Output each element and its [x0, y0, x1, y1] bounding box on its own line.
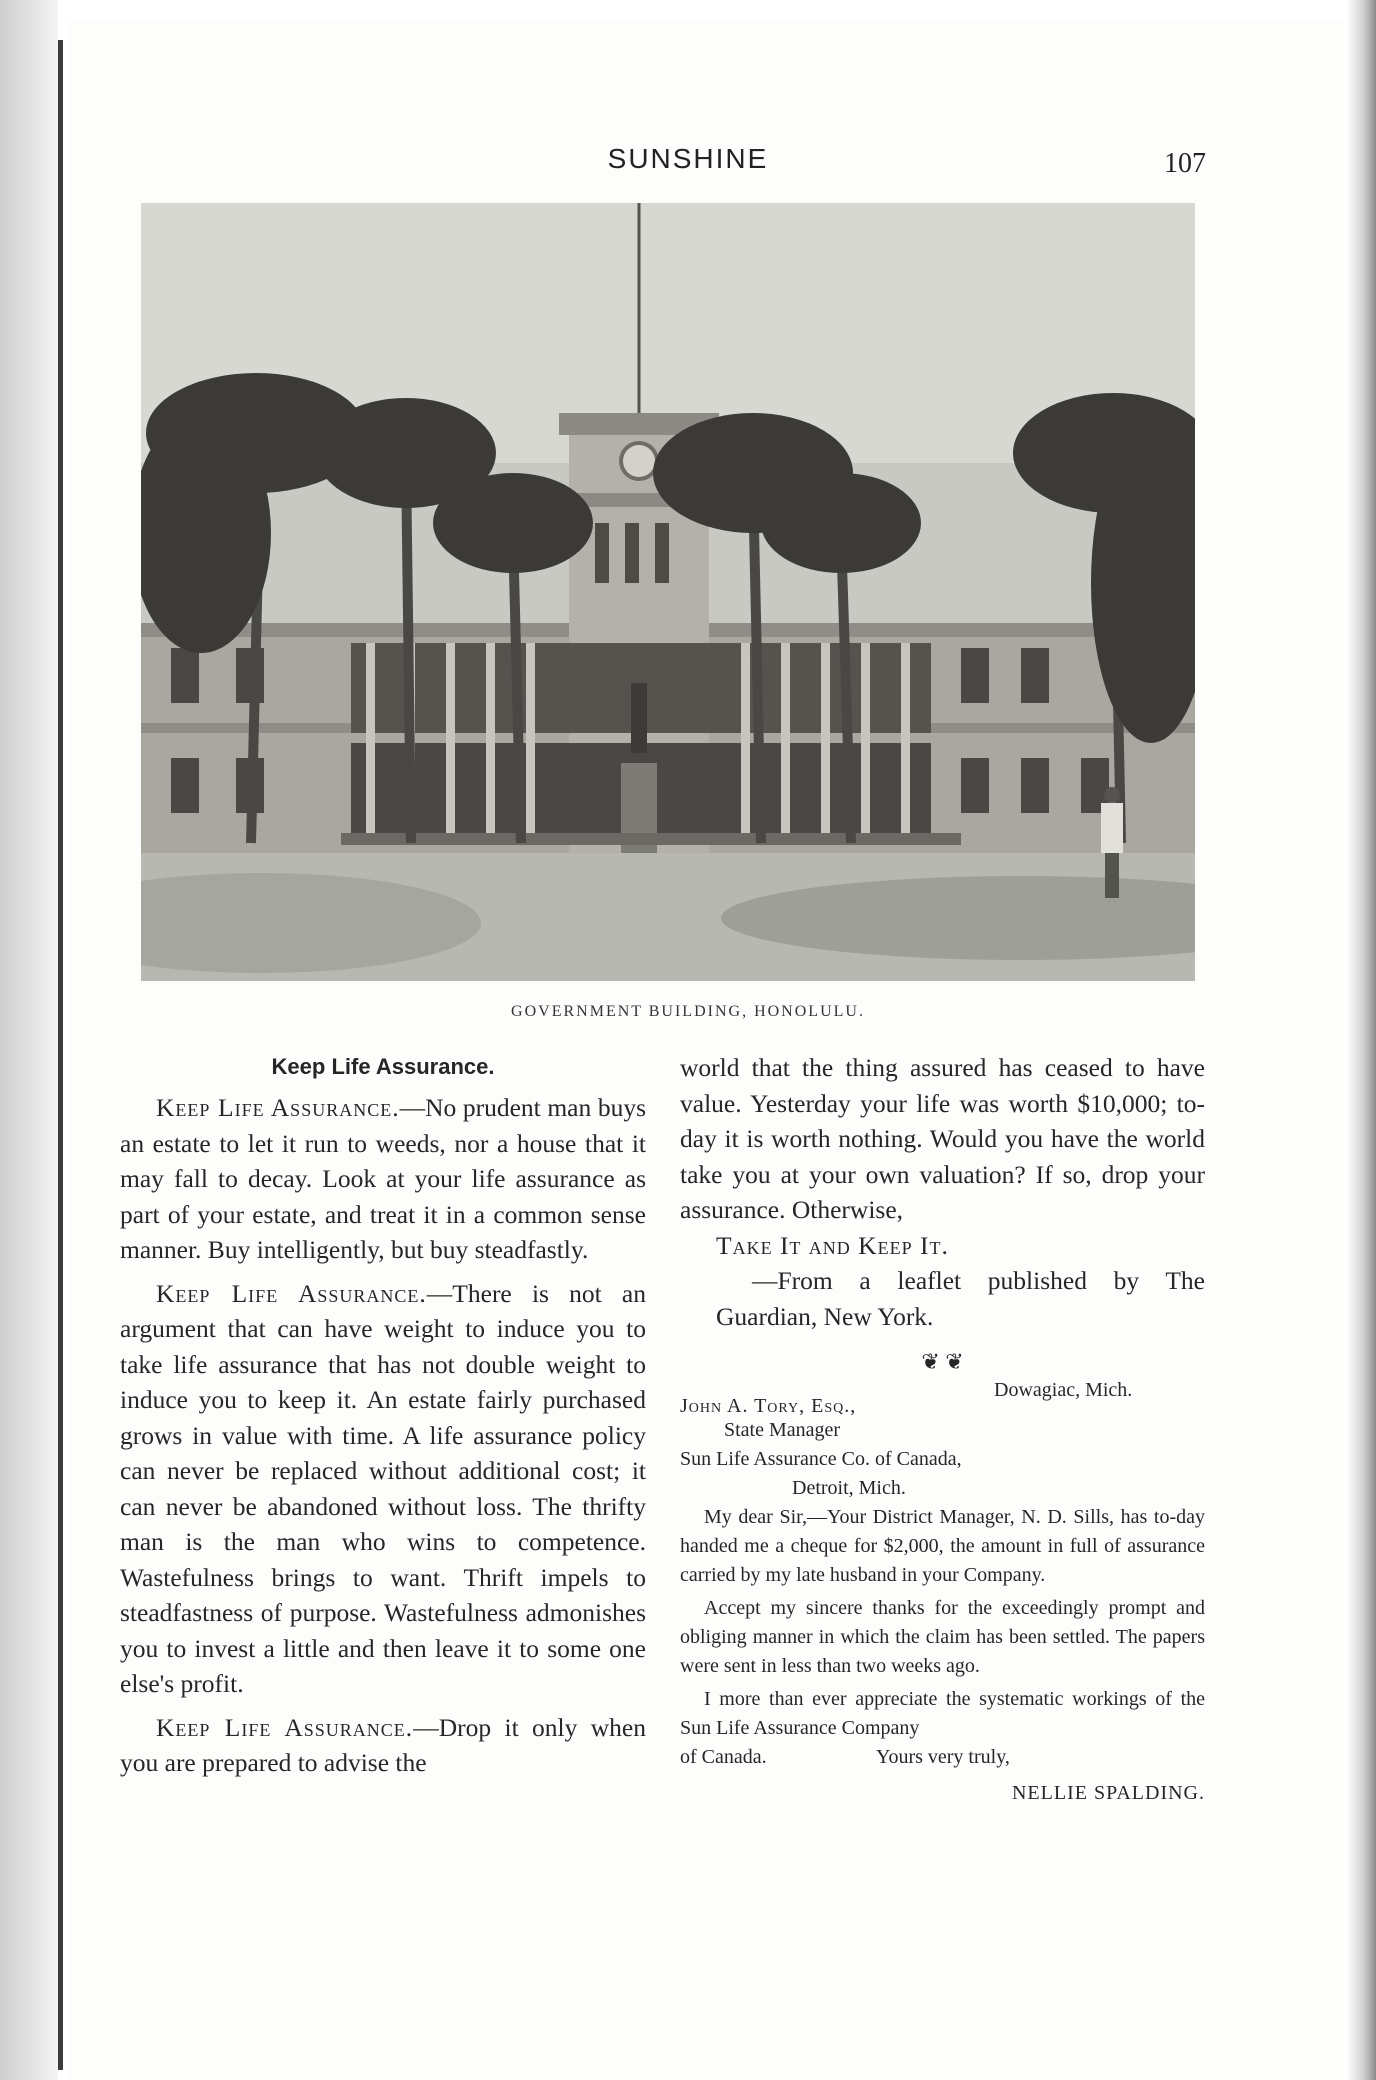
binding-edge [58, 40, 63, 2070]
photo-caption: GOVERNMENT BUILDING, HONOLULU. [511, 1003, 865, 1020]
letter-city: Detroit, Mich. [792, 1477, 906, 1499]
paragraph-3-kicker: Keep Life Assurance. [156, 1712, 414, 1742]
letter-closing-left: of Canada. [680, 1746, 767, 1768]
letter-paragraph-3: I more than ever appreciate the systematic workings of the Sun Life Assurance Company [680, 1688, 1205, 1739]
paragraph-2-kicker: Keep Life Assurance. [156, 1278, 427, 1308]
letter [680, 1379, 1205, 1808]
paragraph-1-kicker: Keep Life Assurance. [156, 1093, 400, 1122]
letter-paragraph-1: My dear Sir,—Your District Manager, N. D. Sills, has to-day handed me a cheque for $2,000, the amount in full of assurance carried by my late husband in your Company. [680, 1506, 1205, 1586]
running-head: SUNSHINE [607, 143, 769, 174]
paragraph-3-continued: world that the thing assured has ceased to have value. Yesterday your life was worth $10,000; to-day it is worth nothing. Would you have the world take you at your own valuation? If so, drop your assurance. Otherwise, [680, 1053, 1205, 1224]
left-column [120, 1050, 646, 1781]
letter-closing [680, 1743, 1205, 1773]
paragraph-3 [120, 1710, 646, 1781]
government-building-photo [141, 203, 1195, 981]
letter-paragraph-2: Accept my sincere thanks for the exceedingly prompt and obliging manner in which the claim has been settled. The papers were sent in less than two weeks ago. [680, 1597, 1205, 1677]
paragraph-2 [120, 1276, 646, 1702]
letter-title: State Manager [724, 1419, 841, 1441]
paragraph-1-text: —No prudent man buys an estate to let it run to weeds, nor a house that it may fall to decay. Look at your life assurance as part of your estate, and treat it in a common sense manner. Buy intelligently, but buy steadfastly. [120, 1093, 647, 1264]
source-note: —From a leaflet published by The Guardian, New York. [716, 1266, 1205, 1331]
letter-company: Sun Life Assurance Co. of Canada, [680, 1448, 962, 1470]
letter-address-row [680, 1379, 1205, 1417]
binding-shadow [0, 0, 58, 2080]
page-edge [1346, 0, 1376, 2080]
article-heading: Keep Life Assurance. [271, 1054, 495, 1079]
letter-body [680, 1503, 1205, 1743]
letter-place: Dowagiac, Mich. [994, 1379, 1133, 1401]
letter-addressee: John A. Tory, Esq., [680, 1395, 857, 1417]
paragraph-3-text: —Drop it only when you are prepared to advise the [120, 1712, 646, 1777]
paragraph-2-text: —There is not an argument that can have weight to induce you to take life assurance that has not double weight to induce you to keep it. An estate fairly purchased grows in value with time. A life assurance policy can never be replaced without additional cost; it can never be abandoned without loss. The thrifty man is the man who wins to competence. Wastefulness brings to want. Thrift impels to steadfastness of purpose. Wastefulness admonishes you to invest a little and then leave it to some one else's profit. [120, 1278, 646, 1698]
page-number: 107 [1164, 148, 1206, 179]
closing-line: Take It and Keep It. [716, 1230, 949, 1260]
letter-signature: NELLIE SPALDING. [1011, 1782, 1205, 1804]
ornament-icon: ❦ ❦ [921, 1349, 964, 1374]
paragraph-1 [120, 1090, 646, 1268]
right-column [680, 1050, 1205, 1808]
letter-closing-right: Yours very truly, [876, 1746, 1010, 1768]
